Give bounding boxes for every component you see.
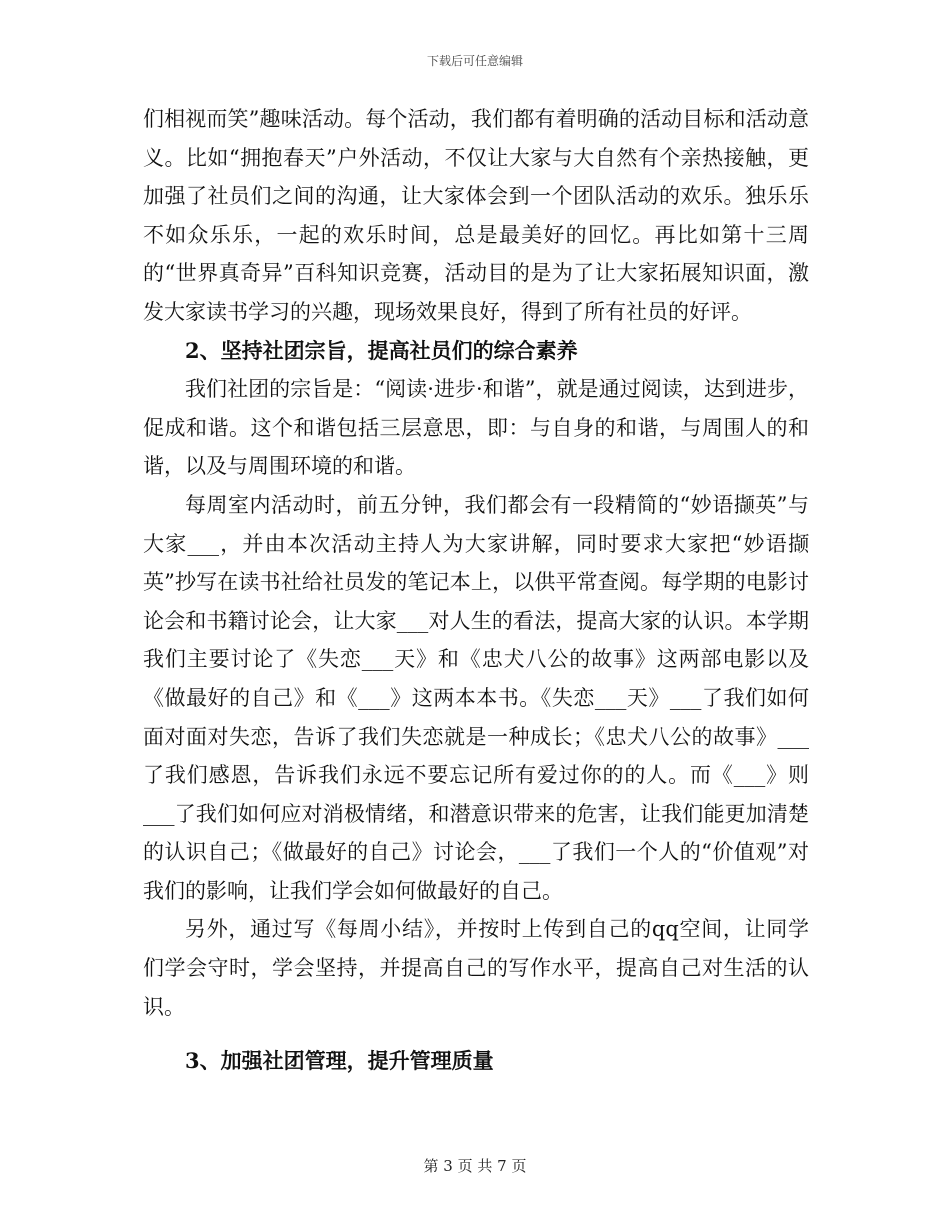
- page-header-note: 下载后可任意编辑: [426, 54, 523, 68]
- section-heading-2: 2、坚持社团宗旨，提高社员们的综合素养: [185, 337, 578, 363]
- paragraph-weekly-summary: 另外，通过写《每周小结》，并按时上传到自己的qq空间，让同学们学会守时，学会坚持，并提高自己的写作水平，提高自己对生活的认识。: [143, 917, 809, 1019]
- paragraph-club-purpose: 我们社团的宗旨是：“阅读·进步·和谐”，就是通过阅读，达到进步，促成和谐。这个和谐包括三层意思，即：与自身的和谐，与周围人的和谐，以及与周围环境的和谐。: [143, 377, 809, 479]
- paragraph-weekly-activities: 每周室内活动时，前五分钟，我们都会有一段精简的“妙语撷英”与大家___，并由本次活动主持人为大家讲解，同时要求大家把“妙语撷英”抄写在读书社给社员发的笔记本上，以供平常查阅。每学期的电影讨论会和书籍讨论会，让大家___对人生的看法，提高大家的认识。本学期我们主要讨论了《失恋___天》和《忠犬八公的故事》这两部电影以及《做最好的自己》和《___》这两本本书。《失恋___天》___了我们如何面对面对失恋，告诉了我们失恋就是一种成长；《忠犬八公的故事》___了我们感恩，告诉我们永远不要忘记所有爱过你的的人。而《___》则___了我们如何应对消极情绪，和潜意识带来的危害，让我们能更加清楚的认识自己；《做最好的自己》讨论会，___了我们一个人的“价值观”对我们的影响，让我们学会如何做最好的自己。: [143, 492, 809, 903]
- page-number: 第 3 页 共 7 页: [423, 1157, 527, 1175]
- section-heading-3: 3、加强社团管理，提升管理质量: [185, 1048, 494, 1074]
- document-body: [143, 100, 809, 1081]
- paragraph-activities-continued: 们相视而笑”趣味活动。每个活动，我们都有着明确的活动目标和活动意义。比如“拥抱春天”户外活动，不仅让大家与大自然有个亲热接触，更加强了社员们之间的沟通，让大家体会到一个团队活动的欢乐。独乐乐不如众乐乐，一起的欢乐时间，总是最美好的回忆。再比如第十三周的“世界真奇异”百科知识竞赛，活动目的是为了让大家拓展知识面，激发大家读书学习的兴趣，现场效果良好，得到了所有社员的好评。: [143, 107, 809, 324]
